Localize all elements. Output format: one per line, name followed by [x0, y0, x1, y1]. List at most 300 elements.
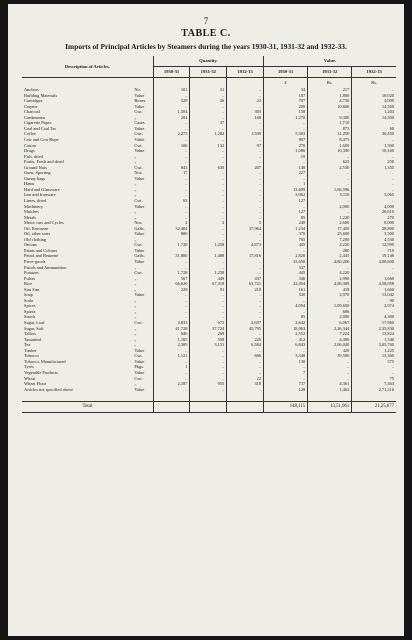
unit-cell: „ — [134, 281, 137, 287]
quantity-cell: .. — [153, 104, 190, 110]
quantity-cell: 17,816 — [227, 253, 264, 259]
quantity-cell: .. — [190, 314, 227, 320]
quantity-cell: .. — [227, 203, 264, 209]
currency-row — [22, 78, 396, 88]
value-cell: 19,146 — [352, 253, 396, 259]
quantity-cell: 63,721 — [227, 281, 264, 287]
unit-cell: „ — [134, 214, 137, 220]
quantity-cell: .. — [227, 170, 264, 176]
value-cell: 2,820 — [264, 253, 308, 259]
quantity-cell: .. — [190, 209, 227, 215]
value-cell: 14,500 — [352, 115, 396, 121]
value-cell: 4,490 — [308, 337, 352, 343]
currency-spacer — [227, 78, 264, 88]
year-header: 1930-31 — [264, 67, 308, 78]
value-cell: 39,500 — [308, 353, 352, 359]
quantity-cell: .. — [190, 93, 227, 99]
article-name: Cartridges — [24, 98, 43, 104]
quantity-cell: 1,282 — [190, 131, 227, 137]
unit-cell: Value — [134, 369, 145, 375]
value-cell: 606 — [308, 309, 352, 315]
value-cell: .. — [308, 375, 352, 381]
quantity-cell: .. — [190, 370, 227, 376]
value-cell: 2,26,344 — [308, 326, 352, 332]
article-name: Sim Sim — [24, 286, 40, 292]
value-cell: 2,445 — [308, 253, 352, 259]
quantity-cell: .. — [227, 176, 264, 182]
unit-cell: „ — [134, 303, 137, 309]
value-cell: 2,71,216 — [352, 387, 396, 393]
value-cell: 13,824 — [352, 331, 396, 337]
value-cell: 330 — [264, 292, 308, 298]
quantity-cell: 26 — [190, 98, 227, 104]
quantity-cell: 630 — [190, 165, 227, 171]
value-cell: .. — [352, 181, 396, 187]
quantity-cell: .. — [190, 353, 227, 359]
quantity-cell: 800 — [153, 231, 190, 237]
year-header: 1932-33 — [352, 67, 396, 78]
value-cell: 1,800 — [308, 93, 352, 99]
unit-cell: Cwt. — [134, 270, 143, 276]
value-cell: .. — [264, 159, 308, 165]
value-cell: 4,00,600 — [352, 259, 396, 265]
value-cell: .. — [308, 176, 352, 182]
article-name: Cardamoms — [24, 114, 46, 120]
unit-cell: „ — [134, 181, 137, 187]
spacer-cell — [22, 392, 132, 402]
description-header: Description of Articles. — [22, 56, 153, 78]
value-cell: 31,250 — [308, 131, 352, 137]
year-header: 1930-31 — [153, 67, 190, 78]
quantity-cell: 6,584 — [227, 342, 264, 348]
article-name: Onions — [24, 242, 37, 248]
quantity-cell: 1,488 — [190, 253, 227, 259]
article-name: Fish, dried — [24, 153, 43, 159]
article-name: Cigarette Paper — [24, 120, 52, 126]
value-cell: 30,450 — [352, 131, 396, 137]
value-cell: 1,220 — [308, 215, 352, 221]
value-cell: 7,200 — [308, 237, 352, 243]
quantity-cell: 17 — [153, 170, 190, 176]
value-header: Value. — [264, 56, 396, 67]
total-quantity-cell — [190, 402, 227, 413]
value-cell: 25,600 — [308, 231, 352, 237]
quantity-cell: .. — [153, 215, 190, 221]
quantity-cell: .. — [153, 359, 190, 365]
quantity-cell: .. — [227, 87, 264, 93]
quantity-cell: .. — [227, 314, 264, 320]
article-name: Tallow — [24, 331, 37, 337]
quantity-cell: 22 — [227, 375, 264, 381]
quantity-cell: .. — [153, 375, 190, 381]
value-cell: 4,220 — [308, 270, 352, 276]
unit-cell: Value — [134, 203, 145, 209]
unit-cell: „ — [134, 209, 137, 215]
value-cell: 18,063 — [264, 326, 308, 332]
quantity-cell: .. — [153, 265, 190, 271]
quantity-cell: 5 — [227, 220, 264, 226]
imports-table-container — [22, 56, 396, 413]
value-cell: 6,843 — [264, 342, 308, 348]
quantity-cell: .. — [190, 259, 227, 265]
unit-cell: Cwt. — [134, 353, 143, 359]
value-cell: .. — [264, 364, 308, 370]
spacer-cell — [352, 392, 396, 402]
quantity-cell: .. — [190, 237, 227, 243]
total-quantity-cell — [227, 402, 264, 413]
value-cell: 2,552 — [264, 331, 308, 337]
value-cell: 4,80,200 — [308, 259, 352, 265]
quantity-cell: .. — [153, 309, 190, 315]
value-cell: 2,600 — [308, 220, 352, 226]
quantity-cell: 529 — [153, 98, 190, 104]
quantity-cell: .. — [153, 387, 190, 393]
value-cell: .. — [308, 170, 352, 176]
imports-table — [22, 56, 396, 413]
value-cell: .. — [308, 109, 352, 115]
value-cell: .. — [352, 265, 396, 271]
quantity-cell: 31 — [190, 87, 227, 93]
article-name: Oil, Kerosene — [24, 225, 49, 231]
value-cell: 6,067 — [308, 320, 352, 326]
value-cell: 187 — [264, 93, 308, 99]
quantity-cell: 41,728 — [153, 326, 190, 332]
quantity-cell: .. — [190, 176, 227, 182]
quantity-header: Quantity. — [153, 56, 263, 67]
unit-cell: Cwt. — [134, 375, 143, 381]
article-name: Tobacco — [24, 353, 39, 359]
article-name: Building Materials — [24, 92, 58, 98]
value-cell: 17,450 — [308, 226, 352, 232]
quantity-cell: 2 — [153, 220, 190, 226]
value-cell: 2,974 — [352, 303, 396, 309]
value-cell: 1,09,650 — [308, 303, 352, 309]
value-cell: 7 — [264, 370, 308, 376]
unit-cell: Value — [134, 136, 145, 142]
article-name: Sugar, Soft — [24, 325, 44, 331]
quantity-cell: 1,504 — [153, 109, 190, 115]
quantity-cell: .. — [153, 203, 190, 209]
article-name: Tamarind — [24, 336, 41, 342]
unit-cell: Cwt. — [134, 142, 143, 148]
document-page — [8, 4, 404, 636]
year-header: 1932-33 — [227, 67, 264, 78]
unit-cell: Value — [134, 347, 145, 353]
article-name: Soda — [24, 297, 33, 303]
quantity-cell: .. — [153, 148, 190, 154]
quantity-cell: .. — [190, 265, 227, 271]
quantity-cell: .. — [227, 93, 264, 99]
article-name: Coal and Coal Tar — [24, 125, 56, 131]
article-name: Tea — [24, 342, 31, 348]
quantity-cell: 269 — [190, 331, 227, 337]
quantity-cell: 37 — [190, 120, 227, 126]
value-cell: 7,464 — [352, 381, 396, 387]
currency-label: £ — [264, 78, 308, 88]
value-cell: 873 — [308, 126, 352, 132]
quantity-cell: .. — [190, 309, 227, 315]
unit-cell: Value — [134, 247, 145, 253]
quantity-cell: .. — [190, 148, 227, 154]
value-cell: 217 — [308, 87, 352, 93]
value-cell: 4,094 — [264, 303, 308, 309]
value-cell: 13,042 — [352, 292, 396, 298]
unit-cell: „ — [134, 342, 137, 348]
value-cell: 4,220 — [308, 242, 352, 248]
article-name: Tyres — [24, 364, 34, 370]
spacer-cell — [153, 392, 190, 402]
quantity-cell: 567 — [153, 276, 190, 282]
value-cell: 1,600 — [308, 142, 352, 148]
quantity-cell: .. — [190, 215, 227, 221]
value-cell: .. — [308, 359, 352, 365]
quantity-cell: .. — [227, 303, 264, 309]
quantity-cell: .. — [227, 359, 264, 365]
article-name: Spices — [24, 303, 36, 309]
quantity-cell: .. — [227, 120, 264, 126]
value-cell: 2,970 — [308, 292, 352, 298]
value-cell: 2,000 — [308, 314, 352, 320]
quantity-cell: .. — [153, 176, 190, 182]
value-cell: 3,500 — [352, 231, 396, 237]
value-cell: 4,000 — [352, 203, 396, 209]
quantity-cell: .. — [227, 348, 264, 354]
article-name: Paints and Colours — [24, 247, 58, 253]
quantity-cell: .. — [190, 154, 227, 160]
quantity-cell: 1,258 — [190, 270, 227, 276]
value-cell: 60 — [352, 126, 396, 132]
value-cell: .. — [264, 126, 308, 132]
value-cell: 2,06,040 — [308, 342, 352, 348]
article-name: Coffee — [24, 131, 36, 137]
quantity-cell: 63 — [153, 198, 190, 204]
article-name: Wheat — [24, 375, 36, 381]
article-name: Coir and Coir Rope — [24, 136, 59, 142]
article-name: Spirits — [24, 308, 36, 314]
quantity-cell: .. — [190, 137, 227, 143]
spacer-cell — [132, 392, 153, 402]
quantity-cell: .. — [153, 187, 190, 193]
quantity-cell: .. — [227, 231, 264, 237]
quantity-cell: .. — [190, 231, 227, 237]
quantity-cell: .. — [227, 104, 264, 110]
year-header: 1931-32 — [308, 67, 352, 78]
value-cell: 807 — [264, 137, 308, 143]
quantity-cell: .. — [153, 126, 190, 132]
value-cell: 7,224 — [308, 331, 352, 337]
value-cell: 13,609 — [264, 187, 308, 193]
value-cell: 1,204 — [352, 109, 396, 115]
unit-cell: Cwt. — [134, 109, 143, 115]
unit-cell: Nos. — [134, 220, 143, 226]
unit-cell: Galls. — [134, 253, 145, 259]
quantity-cell: 23 — [227, 98, 264, 104]
value-cell: 258 — [352, 159, 396, 165]
quantity-cell: 2 — [190, 220, 227, 226]
table-subtitle: Imports of Principal Articles by Steamers during the years 1930-31, 1931-32 and 1932-33. — [65, 42, 347, 51]
quantity-cell: .. — [227, 298, 264, 304]
value-cell: 158 — [264, 109, 308, 115]
value-cell: 418 — [308, 287, 352, 293]
value-cell: 2,000 — [308, 203, 352, 209]
unit-cell: „ — [134, 308, 137, 314]
article-name: Pulses — [24, 275, 36, 281]
quantity-cell: .. — [190, 187, 227, 193]
quantity-cell: .. — [153, 181, 190, 187]
value-cell: 3,348 — [264, 353, 308, 359]
quantity-cell: .. — [190, 170, 227, 176]
total-value-cell: 13,51,961 — [308, 402, 352, 413]
value-cell: 1,086 — [264, 148, 308, 154]
value-cell: 347 — [264, 265, 308, 271]
value-cell: 1,225 — [352, 348, 396, 354]
unit-cell: Value — [134, 292, 145, 298]
value-cell: 1,710 — [308, 120, 352, 126]
value-cell: .. — [352, 120, 396, 126]
quantity-cell: .. — [227, 370, 264, 376]
quantity-cell: .. — [153, 348, 190, 354]
quantity-cell: .. — [227, 148, 264, 154]
quantity-cell: .. — [227, 270, 264, 276]
article-name: Piece-goods — [24, 259, 46, 265]
value-cell: 10,160 — [352, 148, 396, 154]
value-cell: 280 — [308, 248, 352, 254]
article-name: Articles not specified above — [24, 386, 74, 392]
value-cell: .. — [352, 270, 396, 276]
value-cell: .. — [264, 248, 308, 254]
value-cell: 3,05,760 — [352, 342, 396, 348]
value-cell: .. — [352, 198, 396, 204]
quantity-cell: 210 — [227, 287, 264, 293]
quantity-cell: 1,258 — [190, 242, 227, 248]
quantity-cell: .. — [153, 93, 190, 99]
unit-cell: „ — [134, 114, 137, 120]
article-name: Timber — [24, 347, 37, 353]
quantity-cell: .. — [227, 387, 264, 393]
spacer-cell — [308, 392, 352, 402]
value-cell: 4,300 — [352, 314, 396, 320]
unit-cell: Value — [134, 103, 145, 109]
quantity-cell: 4,873 — [227, 242, 264, 248]
value-cell: 2,642 — [264, 320, 308, 326]
value-cell: 1,355 — [352, 165, 396, 171]
value-cell: 710 — [352, 248, 396, 254]
page-number: 7 — [203, 16, 209, 26]
value-cell: 10,390 — [308, 148, 352, 154]
value-cell: 445 — [264, 270, 308, 276]
quantity-cell: .. — [190, 159, 227, 165]
value-cell: 1,540 — [352, 337, 396, 343]
quantity-cell: 207 — [227, 165, 264, 171]
value-cell: 85 — [264, 314, 308, 320]
value-cell: .. — [308, 209, 352, 215]
value-cell: .. — [308, 364, 352, 370]
unit-cell: „ — [134, 325, 137, 331]
value-cell: .. — [352, 364, 396, 370]
value-cell: 161 — [264, 287, 308, 293]
value-cell: .. — [308, 370, 352, 376]
quantity-cell: 67,318 — [190, 281, 227, 287]
quantity-cell: 558 — [190, 337, 227, 343]
total-quantity-cell — [153, 402, 190, 413]
quantity-cell: .. — [190, 203, 227, 209]
value-cell: .. — [352, 370, 396, 376]
value-cell: .. — [352, 154, 396, 160]
quantity-cell: .. — [227, 237, 264, 243]
total-row — [22, 402, 396, 413]
quantity-cell: 1,509 — [227, 131, 264, 137]
quantity-cell: .. — [190, 115, 227, 121]
quantity-cell: .. — [153, 314, 190, 320]
value-cell: .. — [352, 87, 396, 93]
quantity-cell: .. — [190, 198, 227, 204]
value-cell: .. — [264, 348, 308, 354]
value-cell: 128 — [264, 387, 308, 393]
quantity-cell: .. — [227, 137, 264, 143]
quantity-cell: .. — [153, 209, 190, 215]
value-cell: .. — [308, 198, 352, 204]
value-cell: 420 — [308, 348, 352, 354]
unit-cell: Cwt. — [134, 164, 143, 170]
value-cell: .. — [264, 203, 308, 209]
table-title: TABLE C. — [181, 28, 231, 39]
spacer-cell — [227, 392, 264, 402]
article-name: Hams — [24, 181, 35, 187]
value-cell: 346 — [264, 276, 308, 282]
unit-cell: Cwt. — [134, 198, 143, 203]
unit-cell: „ — [134, 314, 137, 320]
unit-cell: Value — [134, 125, 145, 131]
quantity-cell: .. — [227, 181, 264, 187]
value-cell: 17,960 — [352, 320, 396, 326]
quantity-cell: 204 — [153, 115, 190, 121]
value-cell: 227 — [264, 170, 308, 176]
value-cell: .. — [352, 309, 396, 315]
quantity-cell: 66,620 — [153, 281, 190, 287]
quantity-cell: .. — [153, 154, 190, 160]
table-body — [22, 78, 396, 413]
quantity-cell: .. — [227, 215, 264, 221]
value-cell: .. — [264, 309, 308, 315]
quantity-cell: .. — [153, 159, 190, 165]
value-cell: 4,361 — [308, 381, 352, 387]
quantity-cell: .. — [190, 348, 227, 354]
unit-cell: Cases — [134, 120, 145, 126]
value-cell: 625 — [308, 159, 352, 165]
quantity-cell: 2,697 — [227, 320, 264, 326]
unit-cell: „ — [134, 159, 137, 165]
value-cell: 12,990 — [352, 242, 396, 248]
unit-cell: No. — [134, 87, 141, 93]
value-cell: 1,660 — [352, 276, 396, 282]
quantity-cell: .. — [153, 370, 190, 376]
quantity-cell: .. — [227, 198, 264, 204]
quantity-cell: 666 — [227, 353, 264, 359]
unit-cell: „ — [134, 297, 137, 303]
quantity-cell: 2,309 — [153, 342, 190, 348]
quantity-cell: 220 — [227, 337, 264, 343]
value-cell: 8,000 — [352, 220, 396, 226]
value-cell: 375 — [352, 359, 396, 365]
value-cell: 10 — [264, 154, 308, 160]
unit-cell: „ — [134, 381, 137, 387]
quantity-cell: .. — [190, 303, 227, 309]
value-cell: 1,270 — [264, 115, 308, 121]
quantity-cell: .. — [153, 192, 190, 198]
quantity-cell: .. — [153, 137, 190, 143]
value-cell: 5,065 — [352, 192, 396, 198]
quantity-cell: 318 — [227, 381, 264, 387]
